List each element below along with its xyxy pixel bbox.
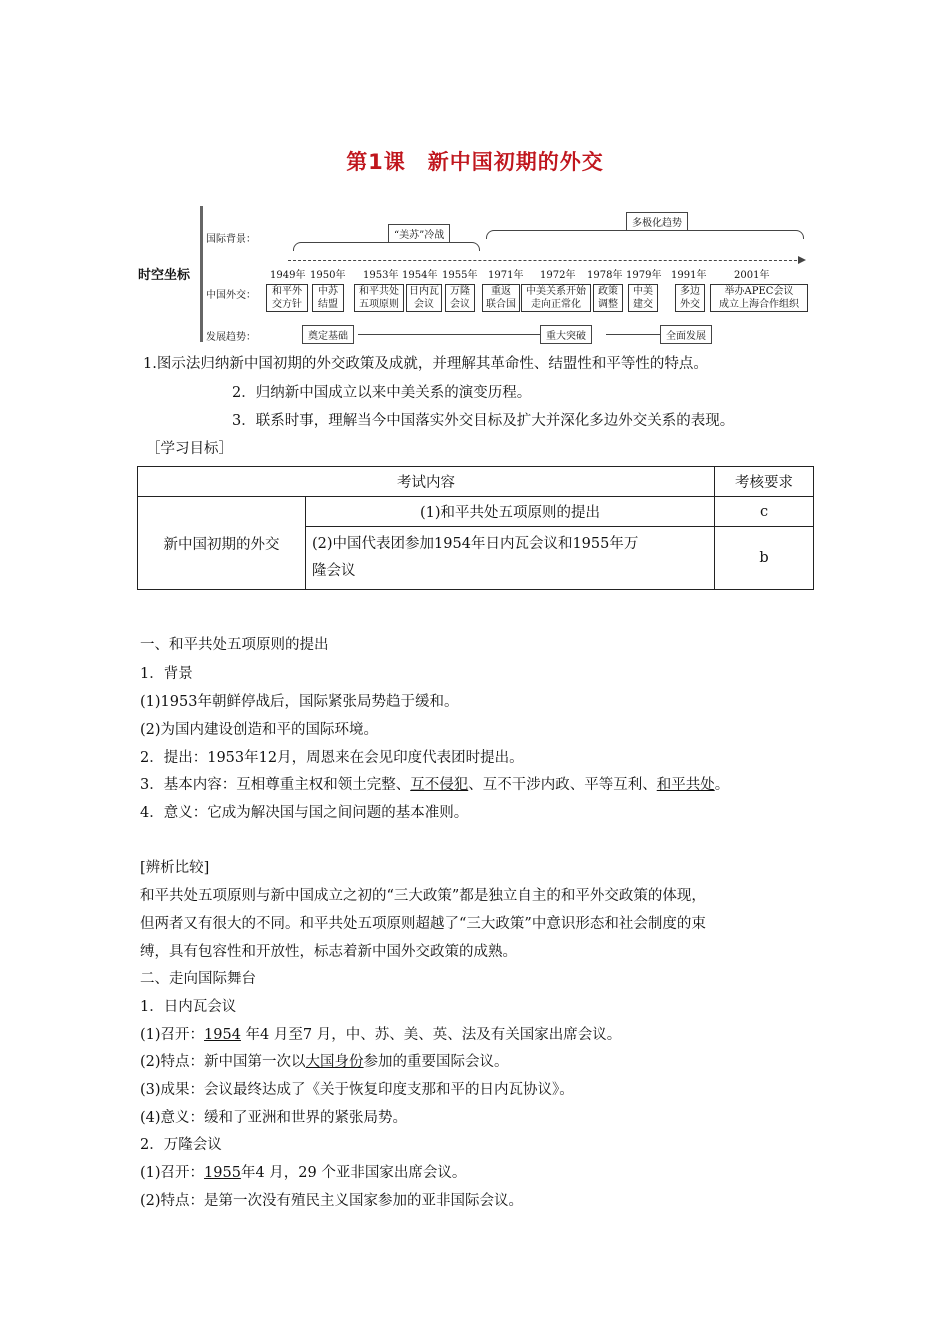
event-box: 和平共处 五项原则 [354, 284, 404, 312]
year-label: 1978年 [587, 270, 623, 281]
row-label-intl: 国际背景： [206, 234, 256, 245]
text-line: 3．基本内容：互相尊重主权和领土完整、互不侵犯、互不干涉内政、平等互利、和平共处。 [140, 777, 730, 793]
goal-line: 3．联系时事，理解当今中国落实外交目标及扩大并深化多边外交关系的表现。 [232, 413, 735, 429]
event-box: 中美 建交 [628, 284, 658, 312]
trend-connector [358, 334, 540, 335]
underlined-term: 大国身份 [305, 1054, 364, 1070]
text-line: (2)特点：新中国第一次以大国身份参加的重要国际会议。 [140, 1054, 509, 1070]
subheading: 1．背景 [140, 666, 193, 682]
table-header: 考试内容 [138, 467, 715, 497]
text-line: 但两者又有很大的不同。和平共处五项原则超越了“三大政策”中意识形态和社会制度的束 [140, 916, 706, 932]
event-box: 举办APEC会议 成立上海合作组织 [710, 284, 808, 312]
brace-cold-war [293, 242, 480, 251]
text-line: (1)1953年朝鲜停战后，国际紧张局势趋于缓和。 [140, 694, 459, 710]
section-heading: 一、和平共处五项原则的提出 [140, 637, 329, 653]
compare-label: [辨析比较] [140, 860, 210, 876]
trend-box: 全面发展 [660, 325, 712, 344]
brace-multipolar [486, 230, 804, 239]
text-line: (3)成果：会议最终达成了《关于恢复印度支那和平的日内瓦协议》。 [140, 1082, 574, 1098]
exam-requirements-table [137, 466, 814, 590]
text-line: (1)召开：1954 年4 月至7 月，中、苏、美、英、法及有关国家出席会议。 [140, 1027, 622, 1043]
year-label: 1950年 [310, 270, 346, 281]
text-line: (1)召开：1955年4 月，29 个亚非国家出席会议。 [140, 1165, 467, 1181]
table-cell: (1)和平共处五项原则的提出 [306, 497, 715, 527]
section-heading: 二、走向国际舞台 [140, 971, 256, 987]
text-line: 缚，具有包容性和开放性，标志着新中国外交政策的成熟。 [140, 944, 517, 960]
year-label: 1955年 [442, 270, 478, 281]
table-cell: c [715, 497, 814, 527]
row-label-china: 中国外交： [206, 290, 256, 301]
text-line: (2)为国内建设创造和平的国际环境。 [140, 722, 379, 738]
page-title: 第1课 新中国初期的外交 [346, 150, 604, 174]
trend-box: 重大突破 [540, 325, 592, 344]
text-line: (4)意义：缓和了亚洲和世界的紧张局势。 [140, 1110, 408, 1126]
subheading: 1．日内瓦会议 [140, 999, 237, 1015]
year-label: 1979年 [626, 270, 662, 281]
event-box: 万隆 会议 [445, 284, 475, 312]
timeline-arrow [798, 256, 806, 264]
year-label: 1991年 [671, 270, 707, 281]
table-header: 考核要求 [715, 467, 814, 497]
year-label: 1972年 [540, 270, 576, 281]
subheading: 2．万隆会议 [140, 1137, 222, 1153]
goal-line: 1.图示法归纳新中国初期的外交政策及成就，并理解其革命性、结盟性和平等性的特点。 [143, 356, 708, 372]
tag-cold-war: “美苏”冷战 [388, 224, 450, 243]
trend-box: 奠定基础 [302, 325, 354, 344]
event-box: 多边 外交 [675, 284, 705, 312]
event-box: 日内瓦 会议 [406, 284, 442, 312]
timeline-side-label: 时空坐标 [138, 268, 191, 283]
year-label: 1949年 [270, 270, 306, 281]
event-box: 中苏 结盟 [312, 284, 344, 312]
underlined-term: 1955 [204, 1165, 241, 1181]
timeline-axis [288, 260, 802, 261]
event-box: 中美关系开始 走向正常化 [521, 284, 591, 312]
underlined-term: 1954 [204, 1027, 241, 1043]
text-line: 4．意义：它成为解决国与国之间问题的基本准则。 [140, 805, 469, 821]
goals-label: ［学习目标］ [146, 441, 233, 457]
event-box: 重返 联合国 [482, 284, 520, 312]
tag-multipolar: 多极化趋势 [626, 212, 688, 231]
text-line: 2．提出：1953年12月，周恩来在会见印度代表团时提出。 [140, 750, 524, 766]
timeline-divider [200, 206, 203, 342]
underlined-term: 和平共处 [656, 777, 715, 793]
event-box: 政策 调整 [593, 284, 623, 312]
trend-connector [606, 334, 662, 335]
table-cell: b [715, 527, 814, 590]
table-cell: (2)中国代表团参加1954年日内瓦会议和1955年万 隆会议 [306, 527, 715, 590]
text-line: 和平共处五项原则与新中国成立之初的“三大政策”都是独立自主的和平外交政策的体现， [140, 888, 706, 904]
year-label: 1954年 [402, 270, 438, 281]
underlined-term: 互不侵犯 [410, 777, 469, 793]
event-box: 和平外 交方针 [266, 284, 308, 312]
year-label: 1953年 [363, 270, 399, 281]
goal-line: 2．归纳新中国成立以来中美关系的演变历程。 [232, 385, 532, 401]
year-label: 2001年 [734, 270, 770, 281]
year-label: 1971年 [488, 270, 524, 281]
text-line: (2)特点：是第一次没有殖民主义国家参加的亚非国际会议。 [140, 1193, 524, 1209]
timeline-diagram [138, 204, 818, 346]
row-label-trend: 发展趋势： [206, 332, 256, 343]
table-topic-cell: 新中国初期的外交 [138, 497, 306, 590]
